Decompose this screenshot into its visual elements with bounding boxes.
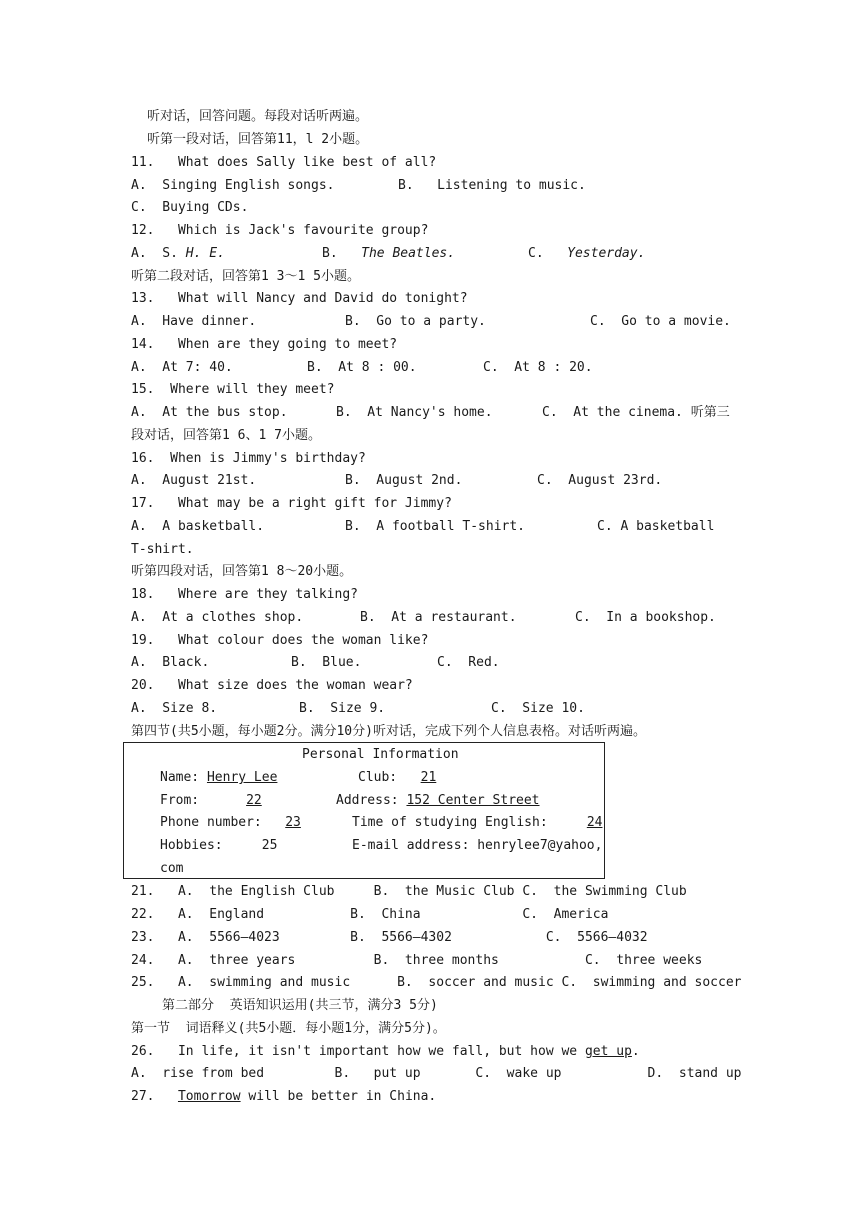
question-14: 14. When are they going to meet? [131, 337, 398, 352]
form-email: E-mail address: henrylee7@yahoo, [352, 838, 603, 853]
question-21-options: 21. A. the English Club B. the Music Club C. the Swimming Club [131, 884, 687, 899]
q12a-prefix: A. S. [131, 246, 186, 261]
q14-option-a: A. At 7: 40. [131, 360, 233, 375]
q11-option-c: C. Buying CDs. [131, 200, 249, 215]
q19-option-c: C. Red. [437, 655, 500, 670]
q11-option-a: A. Singing English songs. [131, 178, 335, 193]
q27-text: will be better in China. [240, 1089, 437, 1104]
q19-option-b: B. Blue. [291, 655, 362, 670]
q16-option-b: B. August 2nd. [345, 473, 463, 488]
form-club [358, 769, 436, 787]
question-17: 17. What may be a right gift for Jimmy? [131, 496, 452, 511]
section-4-header: 第四节(共5小题，每小题2分。满分10分)听对话，完成下列个人信息表格。对话听两遍。 [131, 724, 646, 739]
question-27 [131, 1088, 436, 1106]
dialogue-3-header: 段对话，回答第1 6、1 7小题。 [131, 428, 321, 443]
q13-option-b: B. Go to a party. [345, 314, 486, 329]
question-11: 11. What does Sally like best of all? [131, 155, 437, 170]
club-label: Club: [358, 770, 421, 785]
q20-option-b: B. Size 9. [299, 701, 386, 716]
q20-option-a: A. Size 8. [131, 701, 218, 716]
question-18: 18. Where are they talking? [131, 587, 358, 602]
q13-option-a: A. Have dinner. [131, 314, 257, 329]
question-22-options: 22. A. England B. China C. America [131, 907, 609, 922]
club-blank-21: 21 [420, 770, 437, 785]
q12b-answer: The Beatles. [361, 246, 456, 261]
q14-option-c: C. At 8 : 20. [483, 360, 593, 375]
q18-option-c: C. In a bookshop. [575, 610, 716, 625]
q12c-answer: Yesterday. [567, 246, 646, 261]
q17-option-b: B. A football T-shirt. [345, 519, 526, 534]
q17-option-a: A. A basketball. [131, 519, 265, 534]
question-25-options: 25. A. swimming and music B. soccer and music C. swimming and soccer [131, 975, 742, 990]
form-study-time [352, 814, 602, 832]
question-26 [131, 1043, 640, 1061]
part-2-title: 第二部分 英语知识运用(共三节，满分3 5分) [162, 998, 438, 1013]
q12-option-a [131, 245, 225, 263]
q18-option-b: B. At a restaurant. [360, 610, 517, 625]
question-12: 12. Which is Jack's favourite group? [131, 223, 429, 238]
question-23-options: 23. A. 5566—4023 B. 5566—4302 C. 5566—4032 [131, 930, 648, 945]
q16-option-c: C. August 23rd. [537, 473, 663, 488]
form-hobbies: Hobbies: 25 [160, 838, 278, 853]
q13-option-c: C. Go to a movie. [590, 314, 731, 329]
part-2-section-1-header: 第一节 词语释义(共5小题．每小题1分，满分5分)。 [131, 1021, 446, 1036]
phone-blank-23: 23 [285, 815, 301, 830]
dialogue-4-header: 听第四段对话，回答第1 8～20小题。 [131, 564, 353, 579]
q19-option-a: A. Black. [131, 655, 210, 670]
form-name [160, 769, 277, 787]
q15-option-a: A. At the bus stop. [131, 405, 288, 420]
question-16: 16. When is Jimmy's birthday? [131, 451, 366, 466]
question-20: 20. What size does the woman wear? [131, 678, 413, 693]
form-phone [160, 814, 301, 832]
form-address [336, 792, 540, 810]
form-email-continued: com [160, 861, 184, 876]
q16-option-a: A. August 21st. [131, 473, 257, 488]
q18-option-a: A. At a clothes shop. [131, 610, 304, 625]
q17-option-c-continued: T-shirt. [131, 542, 194, 557]
from-blank-22: 22 [246, 793, 262, 808]
q15-option-b: B. At Nancy's home. [336, 405, 493, 420]
study-time-blank-24: 24 [586, 815, 603, 830]
question-24-options: 24. A. three years B. three months C. three weeks [131, 953, 703, 968]
study-time-label: Time of studying English: [352, 815, 587, 830]
q27-underlined-word: Tomorrow [177, 1089, 241, 1104]
question-19: 19. What colour does the woman like? [131, 633, 429, 648]
dialogue-2-header: 听第二段对话，回答第1 3～1 5小题。 [131, 269, 360, 284]
q20-option-c: C. Size 10. [491, 701, 585, 716]
q26-underlined-phrase: get up [584, 1044, 632, 1059]
dialogue-1-header: 听第一段对话，回答第11，l 2小题。 [147, 132, 369, 147]
q15-option-c: C. At the cinema. 听第三 [542, 405, 730, 420]
q12a-answer: H. E. [185, 246, 225, 261]
q26-period: . [631, 1044, 640, 1059]
q12b-prefix: B. [322, 246, 362, 261]
q11-option-b: B. Listening to music. [398, 178, 586, 193]
phone-label: Phone number: [160, 815, 286, 830]
question-26-options: A. rise from bed B. put up C. wake up D. stand up [131, 1066, 742, 1081]
from-label: From: [160, 793, 247, 808]
q12-option-c [528, 245, 645, 263]
address-label: Address: [336, 793, 407, 808]
q12c-prefix: C. [528, 246, 568, 261]
q27-number: 27. [131, 1089, 178, 1104]
q12-option-b [322, 245, 455, 263]
address-value: 152 Center Street [406, 793, 540, 808]
form-title: Personal Information [302, 747, 459, 762]
question-15: 15. Where will they meet? [131, 382, 335, 397]
q17-option-c: C. A basketball [597, 519, 715, 534]
q26-text: 26. In life, it isn't important how we fall, but how we [131, 1044, 585, 1059]
question-13: 13. What will Nancy and David do tonight? [131, 291, 468, 306]
q14-option-b: B. At 8 : 00. [307, 360, 417, 375]
name-label: Name: [160, 770, 207, 785]
name-value: Henry Lee [206, 770, 278, 785]
form-from [160, 792, 262, 810]
instruction-line: 听对话，回答问题。每段对话听两遍。 [147, 109, 369, 124]
